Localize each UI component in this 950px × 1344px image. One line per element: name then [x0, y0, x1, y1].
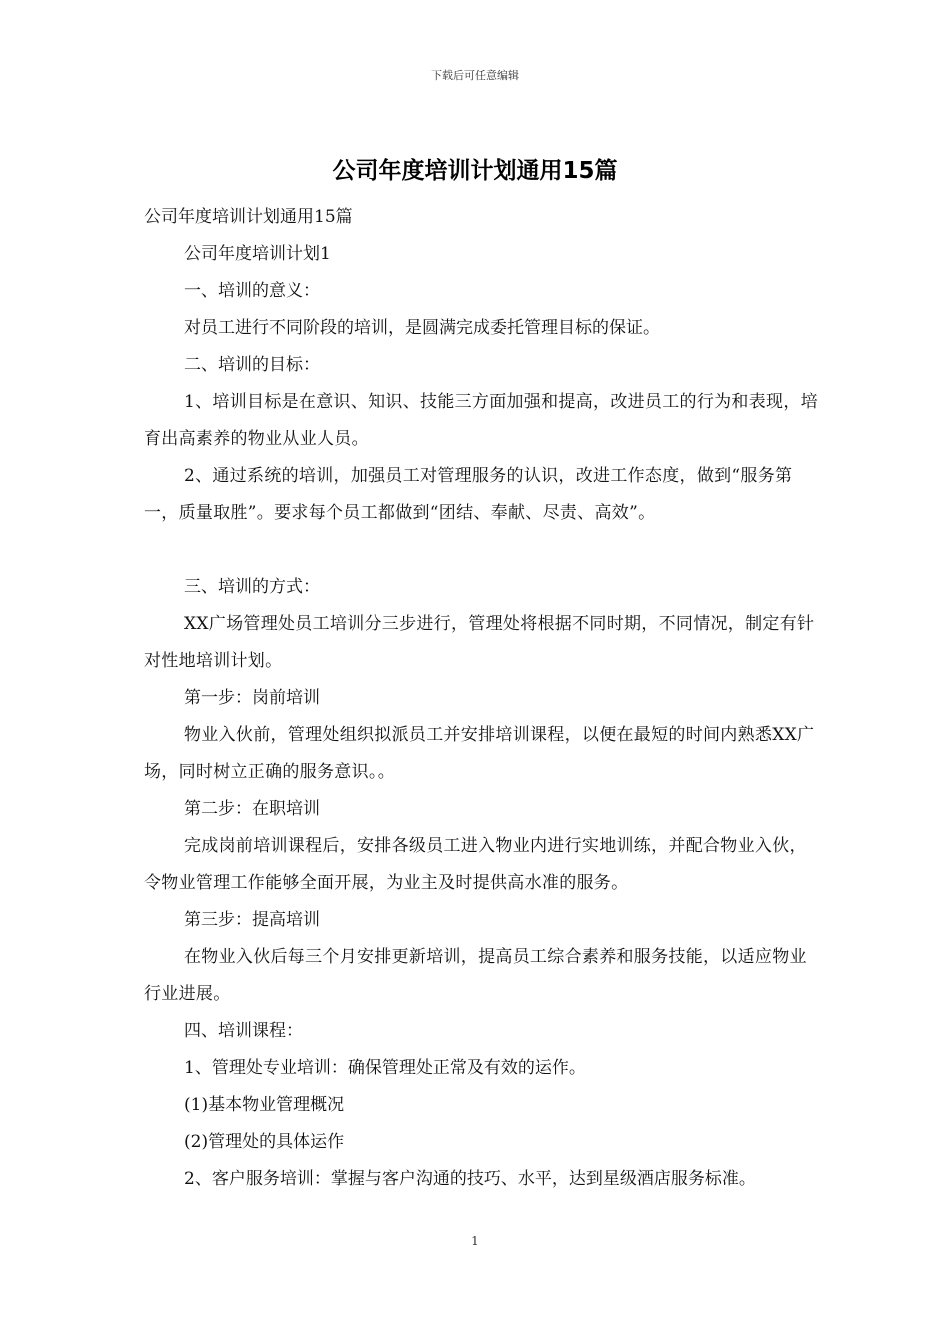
paragraph: XX广场管理处员工培训分三步进行，管理处将根据不同时期，不同情况，制定有针对性地培训计划。: [144, 614, 815, 671]
paragraph: 完成岗前培训课程后，安排各级员工进入物业内进行实地训练，并配合物业入伙，令物业管理工作能够全面开展，为业主及时提供高水准的服务。: [144, 836, 807, 893]
section-heading: 二、培训的目标：: [184, 355, 320, 375]
page-number: 1: [471, 1234, 479, 1248]
document-title: 公司年度培训计划通用15篇: [332, 158, 618, 184]
paragraph: 公司年度培训计划1: [184, 244, 331, 264]
paragraph: 2、通过系统的培训，加强员工对管理服务的认识，改进工作态度，做到“服务第一，质量取胜”。要求每个员工都做到“团结、奉献、尽责、高效”。: [144, 466, 793, 523]
section-heading: 一、培训的意义：: [184, 281, 320, 301]
document-body: [144, 199, 819, 1198]
step-heading: 第二步：在职培训: [184, 799, 320, 819]
section-heading: 四、培训课程：: [184, 1021, 303, 1041]
step-heading: 第三步：提高培训: [184, 910, 320, 930]
paragraph: 1、培训目标是在意识、知识、技能三方面加强和提高，改进员工的行为和表现，培育出高素养的物业从业人员。: [144, 392, 818, 449]
header-note: 下载后可任意编辑: [431, 69, 519, 82]
list-item: (1)基本物业管理概况: [184, 1095, 345, 1115]
section-heading: 三、培训的方式：: [184, 577, 320, 597]
paragraph: 1、管理处专业培训：确保管理处正常及有效的运作。: [184, 1058, 586, 1078]
paragraph: 物业入伙前，管理处组织拟派员工并安排培训课程，以便在最短的时间内熟悉XX广场，同时树立正确的服务意识。。: [144, 725, 815, 782]
list-item: (2)管理处的具体运作: [184, 1132, 345, 1152]
subtitle: 公司年度培训计划通用15篇: [144, 207, 353, 227]
paragraph: 对员工进行不同阶段的培训，是圆满完成委托管理目标的保证。: [184, 318, 660, 338]
step-heading: 第一步：岗前培训: [184, 688, 320, 708]
paragraph: 2、客户服务培训：掌握与客户沟通的技巧、水平，达到星级酒店服务标准。: [184, 1169, 756, 1189]
paragraph: 在物业入伙后每三个月安排更新培训，提高员工综合素养和服务技能，以适应物业行业进展。: [144, 947, 807, 1004]
